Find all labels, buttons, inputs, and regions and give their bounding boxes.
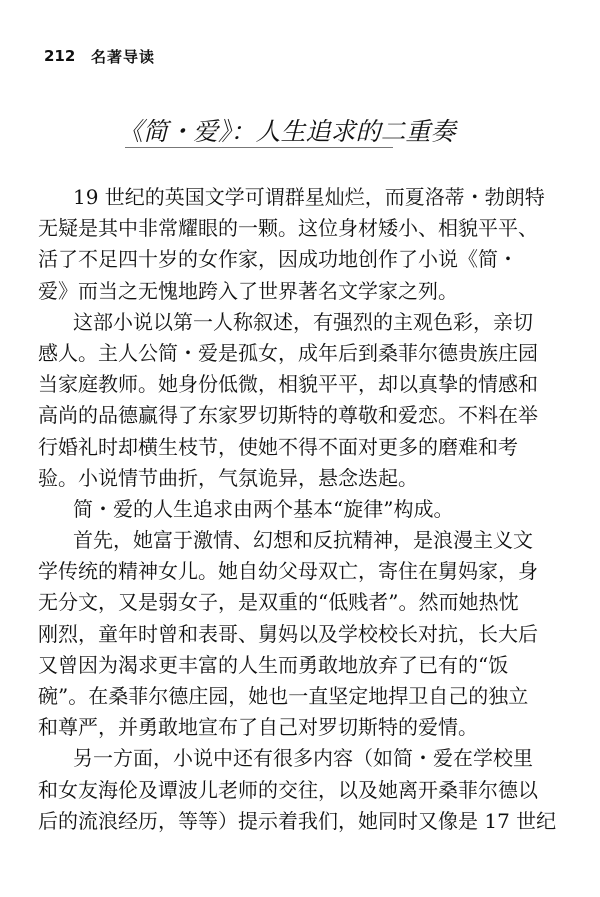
body-text <box>38 182 557 837</box>
text-line: 碗”。在桑菲尔德庄园，她也一直坚定地捍卫自己的独立 <box>38 684 529 708</box>
paragraph <box>38 307 538 494</box>
paragraph <box>38 494 485 525</box>
chapter-title: 《简・爱》：人生追求的二重奏 <box>118 117 456 146</box>
text-line: 后的流浪经历，等等）提示着我们，她同时又像是 17 世纪 <box>38 808 557 833</box>
text-line: 无分文，又是弱女子，是双重的“低贱者”。然而她热忱 <box>38 590 519 615</box>
paragraph <box>38 525 538 743</box>
text-line: 和女友海伦及谭波儿老师的交往，以及她离开桑菲尔德以 <box>38 777 538 802</box>
page-number: 212 <box>44 47 76 65</box>
text-line: 和尊严，并勇敢地宣布了自己对罗切斯特的爱情。 <box>38 715 478 740</box>
text-line: 又曾因为渴求更丰富的人生而勇敢地放弃了已有的“饭 <box>38 652 509 677</box>
text-line: 这部小说以第一人称叙述，有强烈的主观色彩，亲切 <box>73 309 533 334</box>
text-line: 简・爱的人生追求由两个基本“旋律”构成。 <box>73 496 454 521</box>
paragraph <box>38 743 557 837</box>
text-line: 19 世纪的英国文学可谓群星灿烂，而夏洛蒂・勃朗特 <box>73 185 545 209</box>
text-line: 无疑是其中非常耀眼的一颗。这位身材矮小、相貌平平、 <box>38 216 538 241</box>
text-line: 当家庭教师。她身份低微，相貌平平，却以真挚的情感和 <box>38 372 538 397</box>
text-line: 感人。主人公简・爱是孤女，成年后到桑菲尔德贵族庄园 <box>38 340 538 365</box>
text-line: 刚烈，童年时曾和表哥、舅妈以及学校校长对抗，长大后 <box>38 621 538 646</box>
text-line: 另一方面，小说中还有很多内容（如简・爱在学校里 <box>73 746 533 771</box>
text-line: 爱》而当之无愧地跨入了世界著名文学家之列。 <box>38 278 458 303</box>
text-line: 活了不足四十岁的女作家，因成功地创作了小说《简・ <box>38 247 518 272</box>
text-line: 学传统的精神女儿。她自幼父母双亡，寄住在舅妈家，身 <box>38 559 538 584</box>
text-line: 行婚礼时却横生枝节，使她不得不面对更多的磨难和考 <box>38 434 518 459</box>
text-line: 验。小说情节曲折，气氛诡异，悬念迭起。 <box>38 465 418 490</box>
title-underline <box>125 147 393 148</box>
paragraph <box>38 182 545 307</box>
book-title: 名著导读 <box>91 48 156 66</box>
text-line: 高尚的品德赢得了东家罗切斯特的尊敬和爱恋。不料在举 <box>38 403 538 428</box>
text-line: 首先，她富于激情、幻想和反抗精神，是浪漫主义文 <box>73 528 533 553</box>
